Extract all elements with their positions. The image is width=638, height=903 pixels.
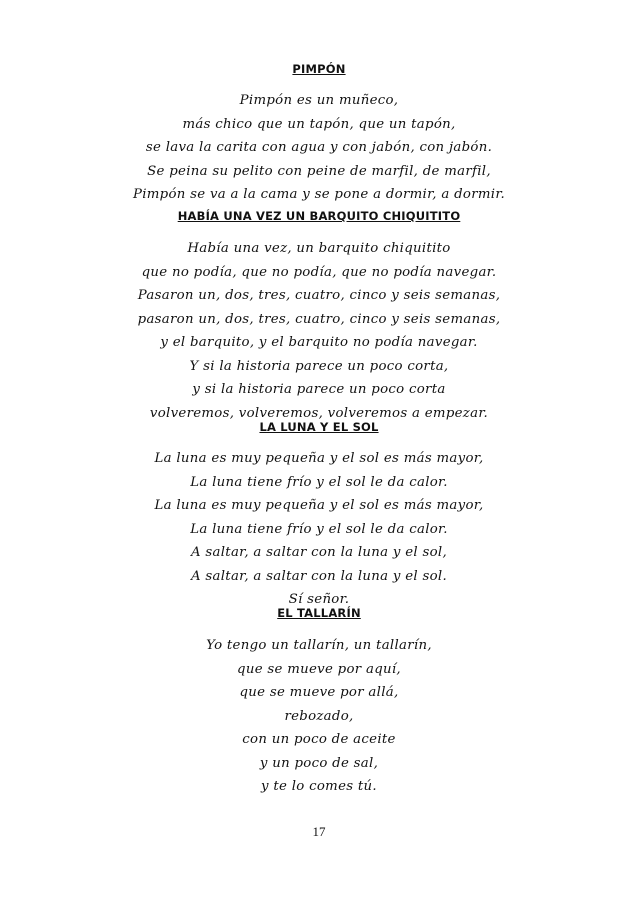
song-title-tallarin: EL TALLARÍN bbox=[277, 606, 361, 620]
lyric-line: La luna tiene frío y el sol le da calor. bbox=[190, 474, 448, 490]
song-lyrics-tallarin bbox=[0, 634, 638, 799]
song-lyrics-luna-sol bbox=[0, 447, 638, 612]
lyric-line: y el barquito, y el barquito no podía navegar. bbox=[160, 335, 478, 350]
lyric-line: Sí señor. bbox=[288, 592, 350, 607]
lyric-line: Y si la historia parece un poco corta, bbox=[189, 358, 449, 374]
lyric-line: Yo tengo un tallarín, un tallarín, bbox=[206, 638, 432, 653]
lyric-line: Había una vez, un barquito chiquitito bbox=[187, 241, 451, 256]
lyric-line: Se peina su pelito con peine de marfil, de marfil, bbox=[147, 163, 491, 179]
lyric-line: que se mueve por aquí, bbox=[237, 661, 401, 677]
lyric-line: y un poco de sal, bbox=[259, 755, 379, 771]
lyric-line: pasaron un, dos, tres, cuatro, cinco y seis semanas, bbox=[137, 311, 501, 327]
song-title-luna-sol: LA LUNA Y EL SOL bbox=[259, 420, 379, 434]
lyric-line: Pimpón se va a la cama y se pone a dormir, a dormir. bbox=[132, 187, 506, 202]
lyric-line: A saltar, a saltar con la luna y el sol, bbox=[190, 545, 448, 560]
lyric-line: La luna tiene frío y el sol le da calor. bbox=[190, 521, 448, 537]
lyric-line: volveremos, volveremos, volveremos a empezar. bbox=[149, 405, 489, 421]
lyric-line: Pasaron un, dos, tres, cuatro, cinco y seis semanas, bbox=[137, 288, 501, 303]
lyric-line: rebozado, bbox=[284, 708, 354, 724]
lyric-line: que se mueve por allá, bbox=[239, 685, 399, 700]
lyric-line: se lava la carita con agua y con jabón, con jabón. bbox=[145, 140, 493, 155]
lyric-line: más chico que un tapón, que un tapón, bbox=[182, 116, 456, 132]
lyric-line: A saltar, a saltar con la luna y el sol. bbox=[190, 568, 448, 584]
lyric-line: Pimpón es un muñeco, bbox=[239, 93, 399, 108]
lyric-line: La luna es muy pequeña y el sol es más mayor, bbox=[154, 451, 484, 466]
lyric-line: con un poco de aceite bbox=[242, 732, 396, 747]
lyric-line: y si la historia parece un poco corta bbox=[192, 382, 446, 397]
song-lyrics-pimpon bbox=[0, 89, 638, 207]
song-title-barquito: HABÍA UNA VEZ UN BARQUITO CHIQUITITO bbox=[177, 209, 461, 223]
page-number: 17 bbox=[312, 824, 326, 839]
song-title-pimpon: PIMPÓN bbox=[292, 62, 346, 76]
lyric-line: que no podía, que no podía, que no podía navegar. bbox=[141, 264, 497, 280]
song-lyrics-barquito bbox=[0, 237, 638, 425]
lyric-line: y te lo comes tú. bbox=[261, 779, 377, 794]
lyric-line: La luna es muy pequeña y el sol es más mayor, bbox=[154, 498, 484, 513]
